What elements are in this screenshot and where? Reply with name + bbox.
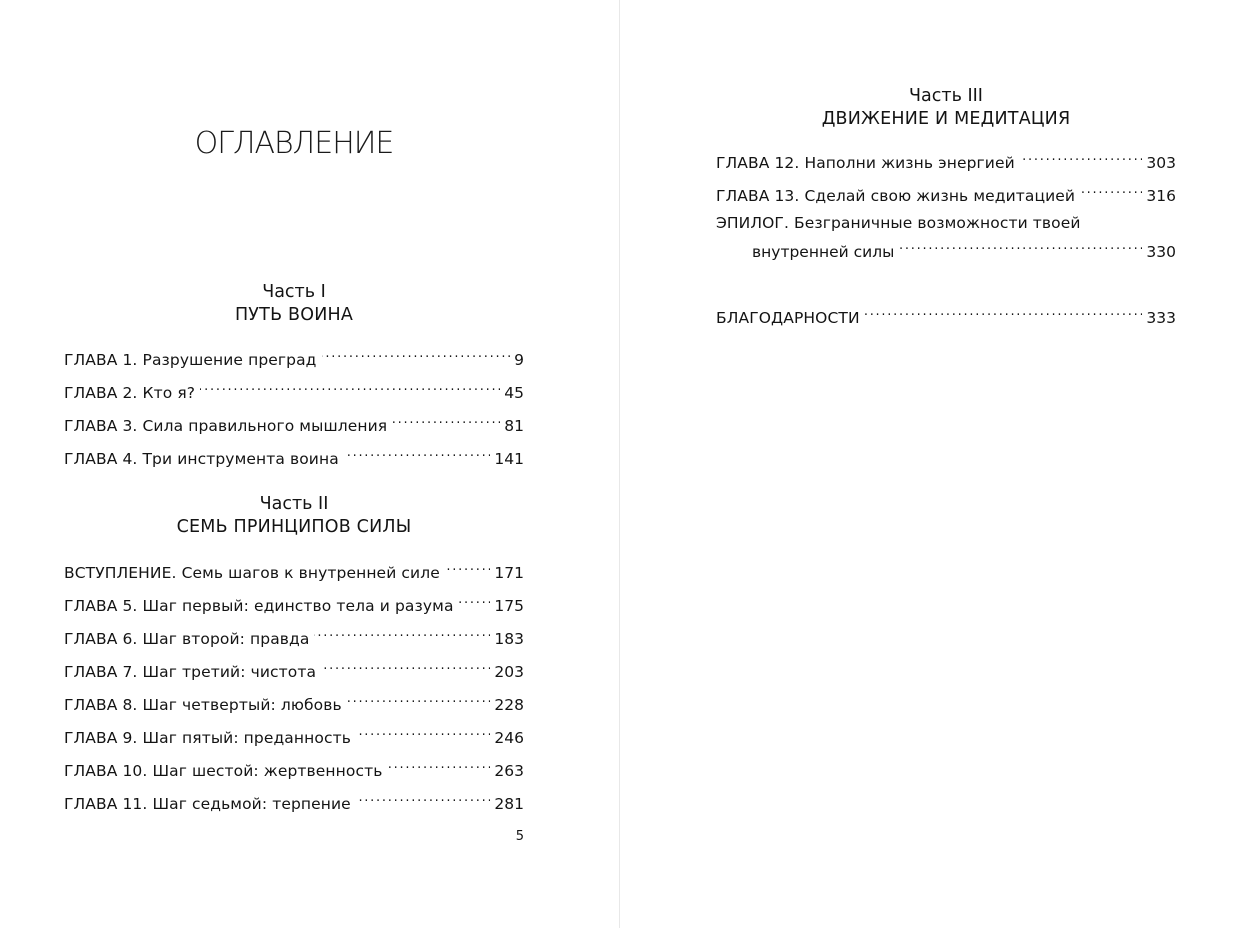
entry-label: ГЛАВА 7. Шаг третий: чистота [64, 663, 317, 681]
entry-label: ГЛАВА 5. Шаг первый: единство тела и разума [64, 597, 454, 615]
entry-page: 175 [494, 597, 524, 615]
dot-leader [356, 787, 491, 809]
entry-page: 9 [514, 351, 524, 369]
entry-label: ЭПИЛОГ. Безграничные возможности твоей [716, 214, 1081, 232]
toc-entry-chapter-10[interactable] [64, 754, 524, 780]
entry-label: ГЛАВА 4. Три инструмента воина [64, 450, 339, 468]
toc-entry-chapter-7[interactable] [64, 655, 524, 681]
dot-leader [200, 376, 500, 398]
toc-entry-chapter-4[interactable] [64, 442, 524, 468]
page-number: 5 [515, 829, 524, 844]
toc-entry-chapter-8[interactable] [64, 688, 524, 714]
dot-leader [356, 721, 490, 743]
toc-entry-chapter-2[interactable] [64, 376, 524, 402]
left-page [0, 0, 619, 928]
toc-entry-chapter-3[interactable] [64, 409, 524, 435]
part-number: Часть III [909, 86, 983, 106]
entry-page: 316 [1146, 187, 1176, 205]
toc-entry-chapter-12[interactable] [716, 146, 1176, 172]
entry-page: 330 [1146, 243, 1176, 261]
dot-leader [392, 409, 500, 431]
entry-label: ГЛАВА 9. Шаг пятый: преданность [64, 729, 351, 747]
toc-entry-epilogue-continuation[interactable] [752, 235, 1176, 261]
toc-entry-introduction[interactable] [64, 556, 524, 582]
toc-entry-chapter-9[interactable] [64, 721, 524, 747]
dot-leader [1080, 179, 1142, 201]
entry-label: ГЛАВА 1. Разрушение преград [64, 351, 317, 369]
entry-page: 333 [1146, 309, 1176, 327]
dot-leader [387, 754, 490, 776]
toc-entry-chapter-1[interactable] [64, 343, 524, 369]
dot-leader [314, 622, 490, 644]
entry-label: ГЛАВА 3. Сила правильного мышления [64, 417, 388, 435]
toc-title: ОГЛАВЛЕНИЕ [194, 126, 394, 161]
part-heading-2 [0, 493, 588, 539]
entry-label: ГЛАВА 11. Шаг седьмой: терпение [64, 795, 351, 813]
part-number: Часть II [259, 494, 329, 514]
part-number: Часть I [262, 282, 326, 302]
part-name: СЕМЬ ПРИНЦИПОВ СИЛЫ [176, 517, 412, 537]
entry-page: 228 [494, 696, 524, 714]
entry-label: внутренней силы [752, 243, 895, 261]
part-name: ДВИЖЕНИЕ И МЕДИТАЦИЯ [821, 109, 1071, 129]
dot-leader [1020, 146, 1143, 168]
entry-label: БЛАГОДАРНОСТИ [716, 309, 860, 327]
entry-page: 263 [494, 762, 524, 780]
toc-entry-chapter-11[interactable] [64, 787, 524, 813]
entry-page: 141 [494, 450, 524, 468]
part-name: ПУТЬ ВОИНА [234, 305, 354, 325]
toc-entry-chapter-13[interactable] [716, 179, 1176, 205]
dot-leader [322, 343, 511, 365]
entry-page: 246 [494, 729, 524, 747]
entry-page: 45 [504, 384, 524, 402]
entry-label: ГЛАВА 6. Шаг второй: правда [64, 630, 310, 648]
dot-leader [899, 235, 1142, 257]
dot-leader [344, 442, 491, 464]
right-page [620, 0, 1240, 928]
toc-entry-chapter-6[interactable] [64, 622, 524, 648]
entry-page: 81 [504, 417, 524, 435]
toc-entry-chapter-5[interactable] [64, 589, 524, 615]
entry-label: ГЛАВА 12. Наполни жизнь энергией [716, 154, 1015, 172]
dot-leader [321, 655, 490, 677]
toc-entry-acknowledgements[interactable] [716, 301, 1176, 327]
entry-label: ГЛАВА 2. Кто я? [64, 384, 196, 402]
entry-page: 171 [494, 564, 524, 582]
dot-leader [459, 589, 491, 611]
part-heading-3 [716, 85, 1176, 131]
entry-page: 303 [1146, 154, 1176, 172]
toc-entry-epilogue[interactable] [716, 212, 1176, 234]
part-heading-1 [0, 281, 588, 327]
dot-leader [865, 301, 1143, 323]
entry-page: 183 [494, 630, 524, 648]
entry-label: ГЛАВА 13. Сделай свою жизнь медитацией [716, 187, 1076, 205]
entry-label: ВСТУПЛЕНИЕ. Семь шагов к внутренней силе [64, 564, 440, 582]
dot-leader [445, 556, 491, 578]
entry-page: 281 [494, 795, 524, 813]
entry-page: 203 [494, 663, 524, 681]
entry-label: ГЛАВА 10. Шаг шестой: жертвенность [64, 762, 383, 780]
dot-leader [347, 688, 491, 710]
entry-label: ГЛАВА 8. Шаг четвертый: любовь [64, 696, 342, 714]
